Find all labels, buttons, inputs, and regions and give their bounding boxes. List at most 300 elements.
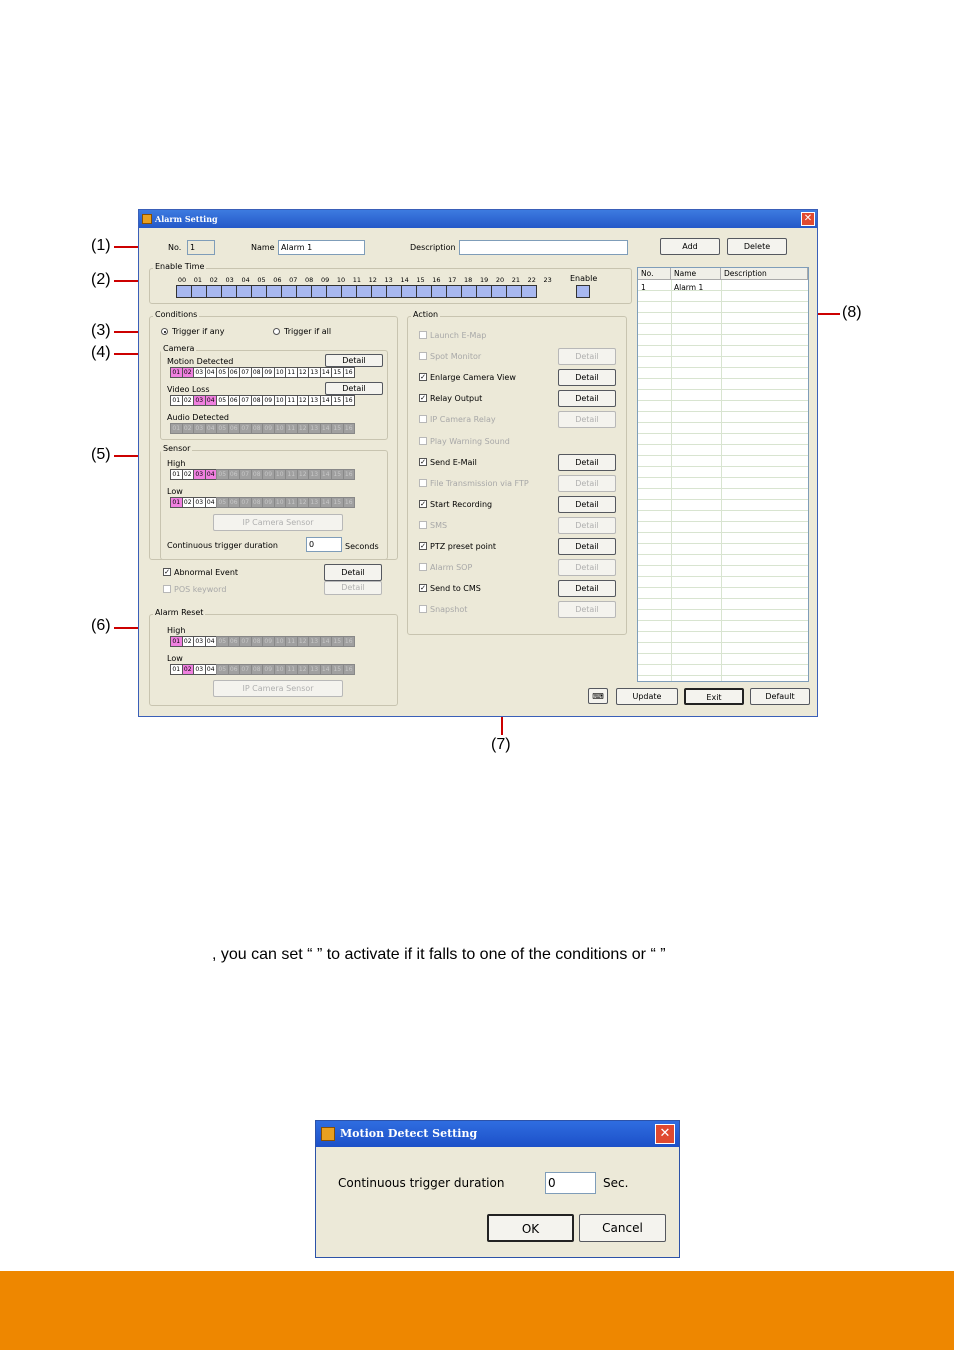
channel-cell-15: 15: [331, 423, 344, 434]
channel-cell-06: 06: [228, 664, 241, 675]
list-row-line: [638, 566, 808, 577]
action-label: Play Warning Sound: [430, 436, 510, 446]
list-row-line: [638, 533, 808, 544]
channel-cell-12: 12: [297, 497, 310, 508]
list-row-line: [638, 643, 808, 654]
channel-cell-07[interactable]: 07: [239, 367, 252, 378]
enable-all-cell[interactable]: [576, 285, 590, 298]
channel-cell-09[interactable]: 09: [262, 367, 275, 378]
sensor-high-label: High: [167, 459, 186, 468]
channel-cell-05[interactable]: 05: [216, 395, 229, 406]
time-cell[interactable]: [221, 285, 237, 298]
audio-cells: [170, 423, 354, 434]
channel-cell-15: 15: [331, 469, 344, 480]
hour-label: 13: [384, 276, 393, 284]
action-detail-button[interactable]: Detail: [558, 538, 616, 555]
trigger-any-radio[interactable]: [161, 328, 168, 335]
channel-cell-05[interactable]: 05: [216, 367, 229, 378]
hour-label: 18: [464, 276, 473, 284]
abnormal-event-label: Abnormal Event: [174, 568, 239, 577]
channel-cell-16: 16: [343, 423, 356, 434]
alarm-close-button[interactable]: ✕: [801, 212, 815, 226]
time-cell[interactable]: [296, 285, 312, 298]
alarm-title: Alarm Setting: [155, 214, 218, 224]
ctd-input[interactable]: 0: [306, 537, 342, 552]
list-row-line: [638, 401, 808, 412]
channel-cell-06: 06: [228, 469, 241, 480]
channel-cell-02[interactable]: 02: [182, 664, 195, 675]
hour-label: 05: [257, 276, 266, 284]
pos-detail-button: Detail: [324, 581, 382, 595]
cancel-button[interactable]: Cancel: [579, 1214, 666, 1242]
list-header-name[interactable]: Name: [671, 268, 721, 280]
channel-cell-13: 13: [308, 497, 321, 508]
action-checkbox[interactable]: ✓: [420, 499, 426, 508]
action-label: File Transmission via FTP: [430, 478, 529, 488]
video-loss-label: Video Loss: [167, 385, 210, 394]
channel-cell-10: 10: [274, 497, 287, 508]
action-checkbox: [419, 605, 427, 613]
list-row-line: [638, 654, 808, 665]
reset-low-cells[interactable]: [170, 664, 354, 675]
list-row-line: [638, 368, 808, 379]
action-label: Send E-Mail: [430, 457, 477, 467]
channel-cell-11[interactable]: 11: [285, 367, 298, 378]
list-row-line: [638, 324, 808, 335]
time-cell[interactable]: [401, 285, 417, 298]
action-checkbox[interactable]: ✓: [420, 394, 426, 403]
action-detail-button[interactable]: Detail: [558, 580, 616, 597]
channel-cell-11[interactable]: 11: [285, 395, 298, 406]
channel-cell-07: 07: [239, 497, 252, 508]
channel-cell-09[interactable]: 09: [262, 395, 275, 406]
time-cell[interactable]: [311, 285, 327, 298]
channel-cell-13: 13: [308, 469, 321, 480]
list-row-line: [638, 632, 808, 643]
channel-cell-11: 11: [285, 636, 298, 647]
action-label: Relay Output: [430, 394, 483, 404]
reset-high-cells[interactable]: [170, 636, 354, 647]
keyboard-icon[interactable]: ⌨: [588, 688, 608, 704]
time-cell[interactable]: [341, 285, 357, 298]
hour-label: 01: [193, 276, 203, 284]
pos-keyword-label: POS keyword: [174, 585, 227, 594]
description-input[interactable]: [459, 240, 628, 255]
hour-label: 03: [225, 276, 234, 284]
trigger-all-radio[interactable]: [273, 328, 280, 335]
list-header-no[interactable]: No.: [638, 268, 671, 280]
video-loss-detail-button[interactable]: Detail: [325, 382, 383, 395]
channel-cell-11: 11: [285, 664, 298, 675]
channel-cell-06[interactable]: 06: [228, 395, 241, 406]
time-cell[interactable]: [461, 285, 477, 298]
action-detail-button: Detail: [558, 559, 616, 576]
list-row-line: [638, 379, 808, 390]
time-cell[interactable]: [326, 285, 342, 298]
time-cell[interactable]: [491, 285, 507, 298]
channel-cell-10[interactable]: 10: [274, 367, 287, 378]
channel-cell-08: 08: [251, 664, 264, 675]
action-label: Snapshot: [430, 605, 468, 615]
trigger-all-label: Trigger if all: [284, 327, 332, 336]
channel-cell-14: 14: [320, 497, 333, 508]
list-row-line: [638, 500, 808, 511]
action-checkbox: [419, 352, 427, 360]
action-detail-button[interactable]: Detail: [558, 454, 616, 471]
action-label: Action: [413, 310, 439, 319]
channel-cell-14[interactable]: 14: [320, 367, 333, 378]
reset-low-label: Low: [167, 654, 183, 663]
time-cell[interactable]: [506, 285, 522, 298]
list-row-line: [638, 335, 808, 346]
callout-2: (2): [91, 271, 111, 288]
channel-cell-04[interactable]: 04: [205, 664, 218, 675]
abnormal-event-checkbox[interactable]: ✓: [164, 568, 170, 576]
hour-label: 23: [543, 276, 552, 284]
action-label: Start Recording: [430, 499, 493, 509]
callout-8: (8): [842, 304, 862, 321]
hour-label: 08: [305, 276, 314, 284]
motion-sec-label: Sec.: [603, 1176, 629, 1190]
channel-cell-08: 08: [251, 469, 264, 480]
time-cell[interactable]: [371, 285, 387, 298]
channel-cell-16: 16: [343, 497, 356, 508]
reset-high-label: High: [167, 626, 186, 635]
action-detail-button: Detail: [558, 348, 616, 365]
channel-cell-10[interactable]: 10: [274, 395, 287, 406]
channel-cell-15[interactable]: 15: [331, 395, 344, 406]
motion-title-bar: [316, 1121, 679, 1147]
name-input[interactable]: Alarm 1: [278, 240, 365, 255]
time-cell[interactable]: [266, 285, 282, 298]
channel-cell-16: 16: [343, 664, 356, 675]
no-label: No.: [168, 243, 182, 252]
hour-label: 10: [336, 276, 346, 284]
action-detail-button[interactable]: Detail: [558, 496, 616, 513]
sensor-low-cells[interactable]: [170, 497, 354, 508]
channel-cell-12: 12: [297, 636, 310, 647]
exit-button[interactable]: Exit: [684, 688, 744, 705]
callout-6: (6): [91, 617, 111, 634]
channel-cell-01[interactable]: 01: [170, 367, 183, 378]
hour-label: 21: [511, 276, 521, 284]
list-row-line: [638, 291, 808, 302]
hour-label: 15: [416, 276, 425, 284]
channel-cell-02[interactable]: 02: [182, 497, 195, 508]
channel-cell-05: 05: [216, 469, 229, 480]
action-detail-button: Detail: [558, 601, 616, 618]
channel-cell-01[interactable]: 01: [170, 497, 183, 508]
delete-button[interactable]: Delete: [727, 238, 787, 255]
time-cell[interactable]: [236, 285, 252, 298]
sensor-label: Sensor: [163, 444, 191, 453]
alarm-setting-window: [138, 209, 818, 717]
channel-cell-05: 05: [216, 664, 229, 675]
enable-time-label: Enable Time: [155, 262, 205, 271]
action-detail-button: Detail: [558, 475, 616, 492]
channel-cell-03[interactable]: 03: [193, 636, 206, 647]
motion-ctd-label: Continuous trigger duration: [338, 1176, 505, 1190]
list-row-line: [638, 610, 808, 621]
action-checkbox: [419, 521, 427, 529]
list-row-line: [638, 489, 808, 500]
motion-close-button[interactable]: ✕: [655, 1124, 675, 1144]
channel-cell-13[interactable]: 13: [308, 395, 321, 406]
channel-cell-14[interactable]: 14: [320, 395, 333, 406]
channel-cell-11: 11: [285, 423, 298, 434]
list-row-line: [638, 599, 808, 610]
channel-cell-10: 10: [274, 469, 287, 480]
hour-label: 04: [241, 276, 250, 284]
action-label: Spot Monitor: [430, 352, 482, 362]
channel-cell-09: 09: [262, 664, 275, 675]
channel-cell-08: 08: [251, 636, 264, 647]
pos-keyword-checkbox: [163, 585, 171, 593]
channel-cell-02[interactable]: 02: [182, 636, 195, 647]
channel-cell-02[interactable]: 02: [182, 367, 195, 378]
channel-cell-06: 06: [228, 497, 241, 508]
action-label: Launch E-Map: [430, 331, 487, 340]
channel-cell-10: 10: [274, 664, 287, 675]
channel-cell-04[interactable]: 04: [205, 469, 218, 480]
list-row-line: [638, 588, 808, 599]
list-row-line: [638, 522, 808, 533]
channel-cell-08: 08: [251, 423, 264, 434]
channel-cell-14: 14: [320, 664, 333, 675]
list-row-no[interactable]: 1: [641, 283, 646, 292]
list-header-description[interactable]: Description: [721, 268, 808, 280]
time-cell[interactable]: [356, 285, 372, 298]
hour-label: 20: [495, 276, 505, 284]
channel-cell-04[interactable]: 04: [205, 367, 218, 378]
list-row-line: [638, 665, 808, 676]
list-row-line: [638, 346, 808, 357]
action-detail-button[interactable]: Detail: [558, 369, 616, 386]
channel-cell-01[interactable]: 01: [170, 664, 183, 675]
channel-cell-07: 07: [239, 664, 252, 675]
channel-cell-13: 13: [308, 423, 321, 434]
channel-cell-16[interactable]: 16: [343, 395, 356, 406]
motion-detect-window: [315, 1120, 680, 1258]
channel-cell-16: 16: [343, 636, 356, 647]
description-label: Description: [410, 243, 456, 252]
sensor-low-label: Low: [167, 487, 183, 496]
action-checkbox[interactable]: ✓: [420, 542, 426, 550]
default-button[interactable]: Default: [750, 688, 810, 705]
motion-detected-label: Motion Detected: [167, 357, 234, 366]
channel-cell-09: 09: [262, 423, 275, 434]
sensor-ip-camera-button: IP Camera Sensor: [213, 514, 343, 531]
action-checkbox: [419, 331, 427, 339]
callout-1: (1): [91, 237, 111, 254]
ok-button[interactable]: OK: [487, 1214, 574, 1242]
camera-label: Camera: [163, 344, 195, 353]
channel-cell-12: 12: [297, 664, 310, 675]
action-checkbox: [419, 415, 427, 423]
callout-7: (7): [491, 736, 511, 753]
motion-detail-button[interactable]: Detail: [325, 354, 383, 367]
channel-cell-04[interactable]: 04: [205, 395, 218, 406]
conditions-label: Conditions: [155, 310, 198, 319]
channel-cell-01: 01: [170, 423, 183, 434]
hour-label: 19: [479, 276, 489, 284]
list-row-line: [638, 478, 808, 489]
time-cell[interactable]: [281, 285, 297, 298]
channel-cell-08[interactable]: 08: [251, 395, 264, 406]
channel-cell-16: 16: [343, 469, 356, 480]
channel-cell-12[interactable]: 12: [297, 395, 310, 406]
enable-time-cells[interactable]: [176, 285, 536, 298]
channel-cell-08: 08: [251, 497, 264, 508]
list-row-line: [638, 390, 808, 401]
motion-ctd-input[interactable]: 0: [545, 1172, 596, 1194]
channel-cell-05: 05: [216, 497, 229, 508]
channel-cell-08[interactable]: 08: [251, 367, 264, 378]
time-cell[interactable]: [176, 285, 192, 298]
action-checkbox: [419, 479, 427, 487]
motion-title: Motion Detect Setting: [340, 1127, 478, 1140]
channel-cell-02[interactable]: 02: [182, 469, 195, 480]
list-row-line: [638, 423, 808, 434]
add-button[interactable]: Add: [660, 238, 720, 255]
hour-label: 00: [177, 276, 187, 284]
app-icon: [142, 214, 152, 224]
list-row-line: [638, 621, 808, 632]
channel-cell-15: 15: [331, 497, 344, 508]
channel-cell-11: 11: [285, 469, 298, 480]
list-row-line: [638, 456, 808, 467]
channel-cell-06: 06: [228, 423, 241, 434]
list-row-line: [638, 280, 808, 291]
channel-cell-03[interactable]: 03: [193, 664, 206, 675]
action-label: Enlarge Camera View: [430, 373, 516, 383]
list-row-line: [638, 555, 808, 566]
channel-cell-09: 09: [262, 497, 275, 508]
abnormal-detail-button[interactable]: Detail: [324, 564, 382, 581]
channel-cell-12: 12: [297, 469, 310, 480]
channel-cell-14: 14: [320, 469, 333, 480]
callout-3: (3): [91, 322, 111, 339]
trigger-any-label: Trigger if any: [172, 327, 225, 336]
ctd-label: Continuous trigger duration: [167, 541, 278, 550]
alarm-list[interactable]: [637, 267, 809, 682]
channel-cell-01[interactable]: 01: [170, 469, 183, 480]
channel-cell-01[interactable]: 01: [170, 636, 183, 647]
channel-cell-07: 07: [239, 636, 252, 647]
channel-cell-04: 04: [205, 423, 218, 434]
motion-camera-cells[interactable]: [170, 367, 354, 378]
action-label: SMS: [430, 520, 448, 530]
channel-cell-06: 06: [228, 636, 241, 647]
time-cell[interactable]: [191, 285, 207, 298]
action-checkbox[interactable]: ✓: [420, 584, 426, 593]
channel-cell-16[interactable]: 16: [343, 367, 356, 378]
list-row-line: [638, 445, 808, 456]
update-button[interactable]: Update: [616, 688, 678, 705]
channel-cell-04[interactable]: 04: [205, 636, 218, 647]
action-detail-button[interactable]: Detail: [558, 390, 616, 407]
channel-cell-02: 02: [182, 423, 195, 434]
hour-label: 02: [209, 276, 218, 284]
list-row-name[interactable]: Alarm 1: [674, 283, 704, 292]
time-cell[interactable]: [476, 285, 492, 298]
list-row-line: [638, 577, 808, 588]
channel-cell-12: 12: [297, 423, 310, 434]
channel-cell-03[interactable]: 03: [193, 469, 206, 480]
app-icon: [321, 1127, 335, 1141]
action-label: PTZ preset point: [430, 542, 497, 551]
channel-cell-15: 15: [331, 664, 344, 675]
channel-cell-05: 05: [216, 423, 229, 434]
seconds-label: Seconds: [345, 542, 379, 551]
time-cell[interactable]: [416, 285, 432, 298]
action-detail-button: Detail: [558, 411, 616, 428]
channel-cell-07: 07: [239, 469, 252, 480]
channel-cell-03[interactable]: 03: [193, 395, 206, 406]
hour-label: 16: [432, 276, 441, 284]
list-row-line: [638, 544, 808, 555]
action-checkbox: [419, 437, 427, 445]
action-checkbox[interactable]: ✓: [420, 457, 426, 466]
reset-ip-camera-button: IP Camera Sensor: [213, 680, 343, 697]
time-cell[interactable]: [206, 285, 222, 298]
channel-cell-13: 13: [308, 636, 321, 647]
channel-cell-04[interactable]: 04: [205, 497, 218, 508]
footer-bar: [0, 1271, 954, 1350]
audio-detected-label: Audio Detected: [167, 413, 229, 422]
callout-5: (5): [91, 446, 111, 463]
action-checkbox[interactable]: ✓: [420, 373, 426, 382]
channel-cell-01[interactable]: 01: [170, 395, 183, 406]
no-field: 1: [187, 240, 215, 255]
hour-label: 09: [320, 276, 330, 284]
body-text-line: , you can set “ ” to activate if it falls to one of the conditions or “ ”: [212, 946, 666, 963]
channel-cell-13[interactable]: 13: [308, 367, 321, 378]
time-cell[interactable]: [251, 285, 267, 298]
channel-cell-03: 03: [193, 423, 206, 434]
alarm-reset-label: Alarm Reset: [155, 608, 204, 617]
sensor-high-cells[interactable]: [170, 469, 354, 480]
time-cell[interactable]: [446, 285, 462, 298]
channel-cell-15[interactable]: 15: [331, 367, 344, 378]
channel-cell-06[interactable]: 06: [228, 367, 241, 378]
channel-cell-09: 09: [262, 636, 275, 647]
channel-cell-15: 15: [331, 636, 344, 647]
hour-label: 17: [448, 276, 457, 284]
action-label: Send to CMS: [430, 584, 481, 594]
alarm-title-bar: [139, 210, 817, 228]
channel-cell-05: 05: [216, 636, 229, 647]
channel-cell-07[interactable]: 07: [239, 395, 252, 406]
channel-cell-02[interactable]: 02: [182, 395, 195, 406]
channel-cell-03[interactable]: 03: [193, 367, 206, 378]
list-row-line: [638, 302, 808, 313]
channel-cell-12[interactable]: 12: [297, 367, 310, 378]
list-row-line: [638, 412, 808, 423]
hour-label: 12: [368, 276, 377, 284]
time-cell[interactable]: [386, 285, 402, 298]
list-row-line: [638, 313, 808, 324]
time-cell[interactable]: [521, 285, 537, 298]
list-row-line: [638, 434, 808, 445]
video-loss-cells[interactable]: [170, 395, 354, 406]
action-detail-button: Detail: [558, 517, 616, 534]
hour-label: 06: [273, 276, 282, 284]
channel-cell-03[interactable]: 03: [193, 497, 206, 508]
time-cell[interactable]: [431, 285, 447, 298]
list-row-line: [638, 357, 808, 368]
hour-label: 07: [289, 276, 298, 284]
